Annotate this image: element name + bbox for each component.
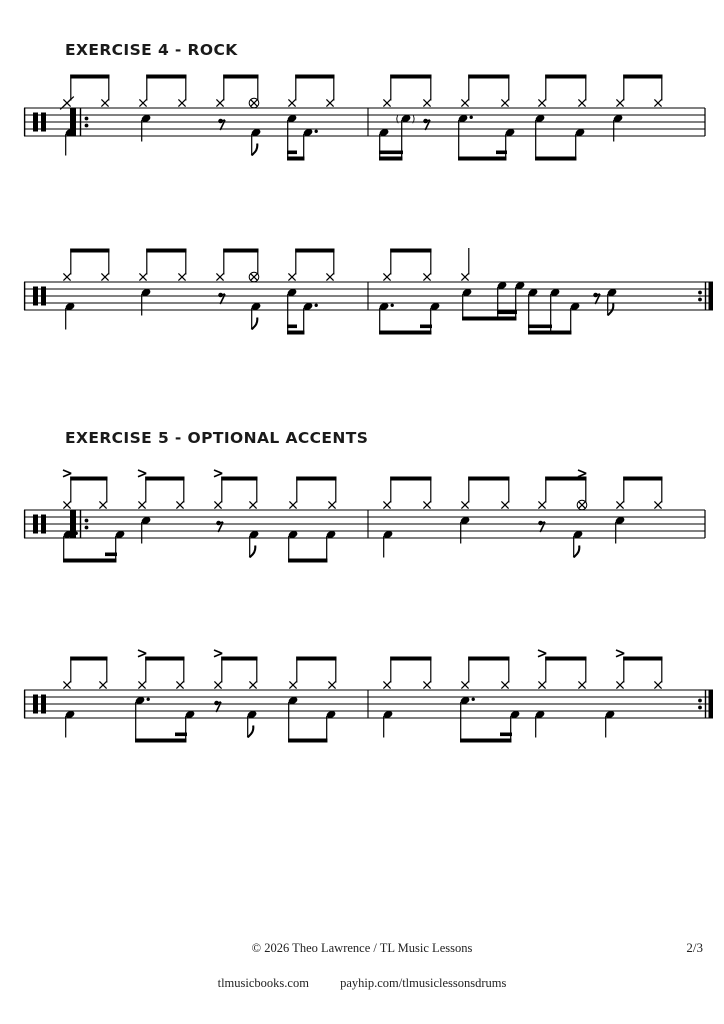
hihat-note — [249, 79, 259, 108]
primary-beam — [462, 317, 516, 321]
bass-note — [251, 302, 262, 330]
sixteenth-beam — [287, 325, 297, 329]
hihat-note — [423, 661, 430, 689]
hihat-note — [383, 661, 390, 689]
percussion-clef — [33, 287, 38, 306]
hihat-beam — [295, 75, 334, 79]
primary-beam — [535, 157, 576, 161]
hihat-note — [139, 253, 146, 281]
accent-mark — [214, 650, 222, 653]
bass-note — [535, 710, 546, 738]
hihat-beam — [468, 657, 509, 661]
augmentation-dot — [470, 116, 473, 119]
hihat-note — [101, 79, 108, 107]
percussion-clef — [41, 287, 46, 306]
hihat-note — [214, 650, 222, 689]
hihat-note — [538, 79, 545, 107]
hihat-note — [328, 661, 335, 689]
beamed-group — [460, 696, 521, 743]
hihat-beam — [221, 657, 257, 661]
page-number: 2/3 — [686, 940, 703, 955]
beamed-group — [287, 114, 318, 161]
hihat-beam — [390, 75, 431, 79]
hihat-note — [501, 661, 508, 689]
bass-note — [573, 530, 584, 558]
snare-note — [460, 516, 471, 544]
sixteenth-beam — [497, 311, 517, 315]
bass-note — [303, 128, 318, 161]
primary-beam — [458, 157, 506, 161]
hihat-note — [138, 650, 146, 689]
accent-mark — [616, 650, 624, 653]
primary-beam — [63, 559, 116, 563]
hihat-note — [249, 253, 259, 282]
repeat-dot — [698, 706, 702, 710]
hihat-note — [216, 79, 223, 107]
sixteenth-beam — [500, 733, 512, 737]
hihat-beam — [545, 75, 586, 79]
bass-note — [505, 128, 516, 161]
hihat-note — [326, 253, 333, 281]
augmentation-dot — [315, 130, 318, 133]
bass-note — [251, 128, 262, 156]
hihat-beam — [623, 75, 662, 79]
snare-note — [460, 696, 475, 743]
hihat-beam — [70, 657, 107, 661]
augmentation-dot — [472, 698, 475, 701]
beamed-group — [63, 530, 126, 563]
hihat-note — [538, 481, 545, 509]
percussion-clef — [33, 695, 38, 714]
accent-mark — [214, 653, 222, 656]
hihat-beam — [295, 249, 334, 253]
hihat-note — [654, 661, 661, 689]
hihat-note — [461, 79, 468, 107]
percussion-clef — [41, 113, 46, 132]
augmentation-dot — [75, 532, 78, 535]
repeat-dot — [698, 298, 702, 302]
snare-note — [458, 114, 473, 161]
primary-beam — [379, 157, 402, 161]
bass-note — [510, 710, 521, 743]
accent-mark — [138, 653, 146, 656]
hihat-beam — [623, 477, 662, 481]
beamed-group — [528, 288, 581, 335]
hihat-beam — [390, 249, 431, 253]
percussion-clef — [41, 695, 46, 714]
bass-note — [115, 530, 126, 563]
repeat-dot — [85, 117, 89, 121]
beamed-group — [287, 288, 318, 335]
accent-mark — [214, 473, 222, 476]
hihat-note — [578, 79, 585, 107]
repeat-dot — [85, 519, 89, 523]
exercise-5-title: EXERCISE 5 - OPTIONAL ACCENTS — [65, 429, 369, 447]
sixteenth-beam — [287, 151, 297, 155]
percussion-clef — [41, 515, 46, 534]
hihat-beam — [390, 477, 431, 481]
hihat-note — [423, 79, 430, 107]
snare-note — [615, 516, 626, 544]
hihat-note — [176, 481, 183, 509]
bass-note — [605, 710, 616, 738]
exercise-4-title: EXERCISE 4 - ROCK — [65, 41, 238, 59]
hihat-note — [249, 661, 256, 689]
bass-note — [65, 710, 76, 738]
hihat-note — [654, 79, 661, 107]
accent-mark — [214, 470, 222, 473]
bass-note — [65, 128, 76, 156]
bass-note — [575, 128, 586, 161]
hihat-beam — [70, 249, 109, 253]
snare-note — [141, 288, 152, 316]
eighth-flag — [574, 546, 580, 558]
staff-system-exercise-4-line-1 — [24, 75, 705, 161]
hihat-note — [501, 79, 508, 107]
hihat-note — [326, 79, 333, 107]
eighth-flag — [248, 726, 254, 738]
hihat-note — [63, 470, 71, 509]
hihat-beam — [468, 477, 509, 481]
bass-note — [249, 530, 260, 558]
hihat-beam — [468, 75, 509, 79]
staff-system-exercise-5-line-2 — [24, 650, 713, 743]
accent-mark — [538, 653, 546, 656]
hihat-note — [383, 79, 390, 107]
beamed-group — [535, 114, 586, 161]
accent-mark — [138, 473, 146, 476]
primary-beam — [287, 157, 304, 161]
accent-mark — [616, 653, 624, 656]
hihat-beam — [545, 657, 586, 661]
primary-beam — [460, 739, 511, 743]
bass-note — [383, 530, 394, 558]
accent-mark — [138, 470, 146, 473]
hihat-beam — [223, 249, 258, 253]
bass-note — [383, 710, 394, 738]
hihat-note — [289, 661, 296, 689]
hihat-note — [383, 481, 390, 509]
hihat-note — [578, 661, 585, 689]
hihat-note — [423, 253, 430, 281]
copyright-text: © 2026 Theo Lawrence / TL Music Lessons — [251, 941, 473, 955]
payhip-link[interactable]: payhip.com/tlmusiclessonsdrums — [340, 976, 507, 990]
footer-links — [0, 976, 724, 991]
eighth-flag — [250, 546, 256, 558]
ghost-paren: ) — [411, 114, 416, 126]
snare-note — [288, 696, 299, 743]
hihat-note — [288, 79, 295, 107]
hihat-note — [60, 79, 74, 110]
bass-note — [326, 710, 337, 743]
hihat-beam — [623, 657, 662, 661]
hihat-beam — [296, 657, 336, 661]
percussion-clef — [33, 113, 38, 132]
accent-mark — [63, 470, 71, 473]
primary-beam — [528, 331, 571, 335]
primary-beam — [288, 739, 327, 743]
primary-beam — [287, 331, 304, 335]
hihat-note — [214, 470, 222, 509]
hihat-note — [616, 79, 623, 107]
hihat-note — [99, 481, 106, 509]
hihat-note — [616, 481, 623, 509]
hihat-note — [577, 470, 587, 510]
repeat-end-thick — [709, 282, 714, 310]
hihat-note — [178, 79, 185, 107]
augmentation-dot — [315, 304, 318, 307]
bass-note — [326, 530, 337, 563]
tom-note — [515, 281, 526, 321]
hihat-beam — [390, 657, 431, 661]
hihat-note — [289, 481, 296, 509]
hihat-beam — [221, 477, 257, 481]
hihat-beam — [145, 657, 184, 661]
bass-note — [379, 302, 394, 335]
hihat-note — [616, 650, 624, 689]
beamed-group — [462, 281, 526, 321]
beamed-group — [288, 696, 337, 743]
primary-beam — [288, 559, 327, 563]
beamed-group — [379, 302, 441, 335]
crash-slash — [60, 97, 74, 110]
hihat-note — [138, 470, 146, 509]
hihat-note — [654, 481, 661, 509]
bass-note — [65, 302, 76, 330]
bass-note — [570, 302, 581, 335]
hihat-beam — [146, 75, 186, 79]
sixteenth-beam — [420, 325, 432, 329]
snare-note — [135, 696, 150, 743]
ghost-paren: ( — [395, 114, 400, 126]
bass-note — [247, 710, 258, 738]
hihat-note — [176, 661, 183, 689]
accent-mark — [538, 650, 546, 653]
bass-note — [288, 530, 299, 563]
bass-note — [379, 128, 390, 161]
sixteenth-beam — [105, 553, 117, 557]
beamed-group — [379, 114, 416, 161]
hihat-beam — [296, 477, 336, 481]
hihat-beam — [146, 249, 186, 253]
hihat-note — [63, 253, 70, 281]
hihat-note — [249, 481, 256, 509]
bass-note — [430, 302, 441, 335]
repeat-dot — [85, 526, 89, 530]
eighth-flag — [252, 144, 258, 156]
hihat-beam — [70, 477, 107, 481]
hihat-note — [101, 253, 108, 281]
hihat-note — [288, 253, 295, 281]
repeat-dot — [698, 699, 702, 703]
hihat-note — [63, 661, 70, 689]
bass-note — [63, 530, 78, 563]
hihat-note — [461, 481, 468, 509]
staff-system-exercise-5-line-1 — [24, 470, 705, 563]
eighth-flag — [252, 318, 258, 330]
beamed-group — [288, 530, 337, 563]
tom-note — [497, 281, 508, 321]
hihat-note — [538, 650, 546, 689]
hihat-note — [383, 253, 390, 281]
beamed-group — [135, 696, 196, 743]
hihat-note — [461, 661, 468, 689]
sixteenth-beam — [175, 733, 187, 737]
bass-note — [185, 710, 196, 743]
accent-mark — [138, 650, 146, 653]
hihat-note — [461, 248, 468, 281]
hihat-beam — [70, 75, 109, 79]
sixteenth-beam — [528, 325, 552, 329]
hihat-beam — [545, 477, 586, 481]
snare-note — [535, 114, 546, 161]
snare-note — [141, 516, 152, 544]
repeat-dot — [698, 291, 702, 295]
primary-beam — [135, 739, 186, 743]
augmentation-dot — [147, 698, 150, 701]
hihat-note — [328, 481, 335, 509]
accent-mark — [578, 473, 586, 476]
hihat-note — [423, 481, 430, 509]
snare-note — [141, 114, 152, 142]
hihat-beam — [223, 75, 258, 79]
snare-note — [462, 288, 473, 321]
repeat-dot — [85, 124, 89, 128]
hihat-note — [99, 661, 106, 689]
hihat-note — [216, 253, 223, 281]
snare-note — [613, 114, 624, 142]
percussion-clef — [33, 515, 38, 534]
staff-system-exercise-4-line-2 — [24, 248, 713, 335]
hihat-beam — [145, 477, 184, 481]
tlmusicbooks-link[interactable]: tlmusicbooks.com — [217, 976, 309, 990]
hihat-note — [139, 79, 146, 107]
accent-mark — [578, 470, 586, 473]
beamed-group — [458, 114, 516, 161]
hihat-note — [501, 481, 508, 509]
hihat-note — [178, 253, 185, 281]
accent-mark — [63, 473, 71, 476]
bass-note — [303, 302, 318, 335]
primary-beam — [379, 331, 431, 335]
snare-note — [607, 288, 618, 316]
sixteenth-beam — [379, 151, 403, 155]
repeat-end-thick — [709, 690, 714, 718]
augmentation-dot — [391, 304, 394, 307]
sixteenth-beam — [496, 151, 507, 155]
